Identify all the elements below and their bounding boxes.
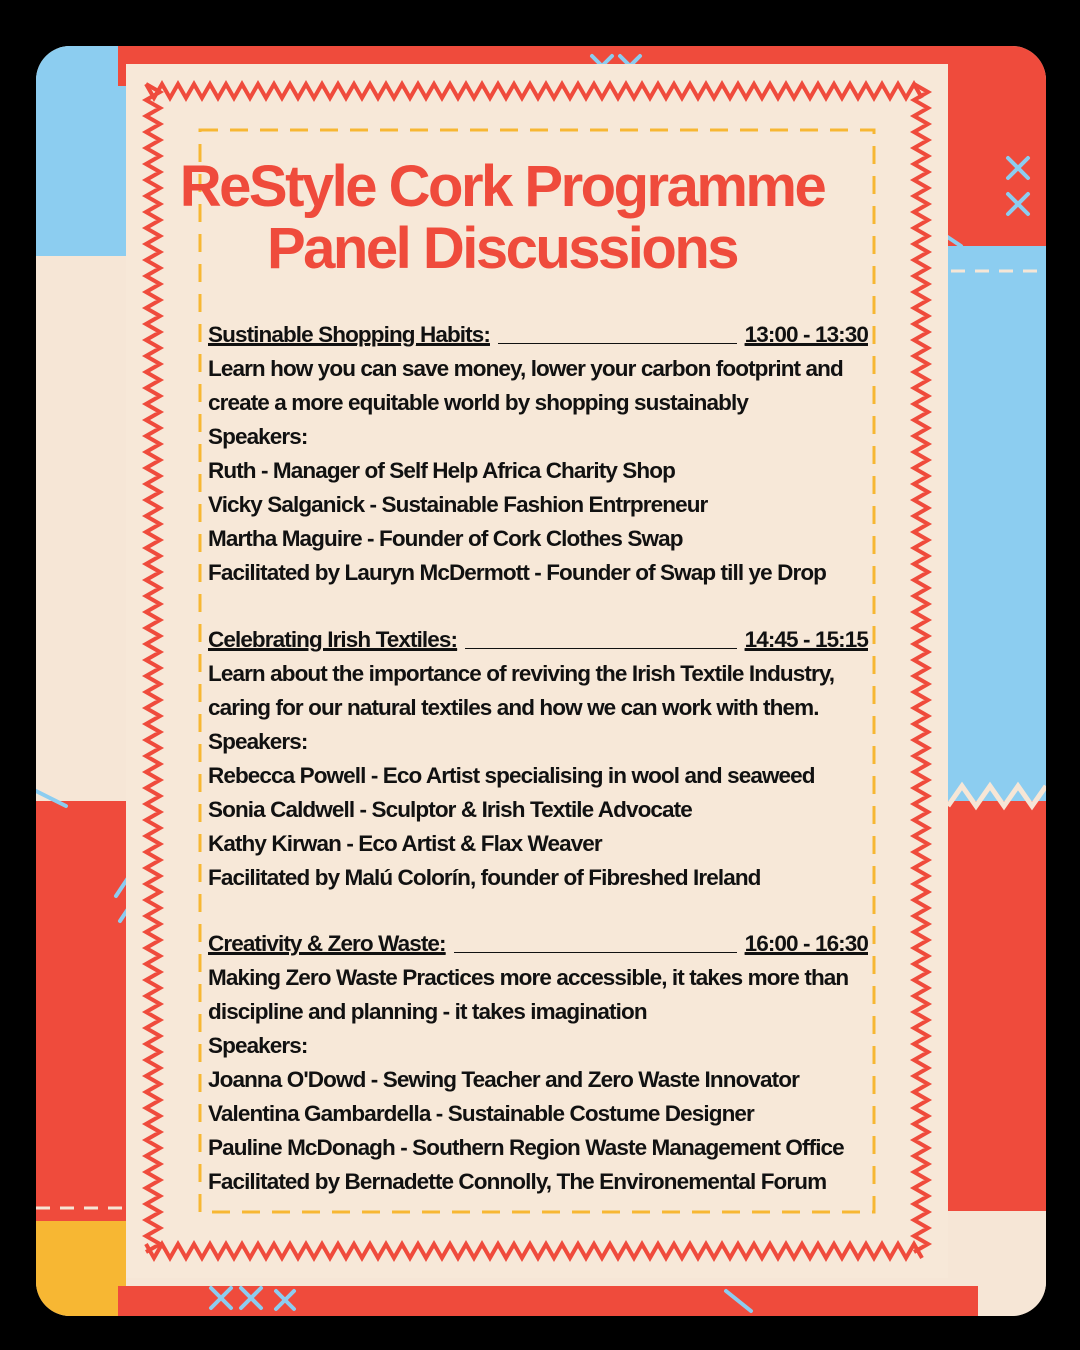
speaker: Valentina Gambardella - Sustainable Costume Designer: [208, 1101, 754, 1126]
speakers-label: Speakers:: [208, 424, 308, 449]
title-line-2: Panel Discussions: [266, 216, 738, 281]
speaker: Joanna O'Dowd - Sewing Teacher and Zero Waste Innovator: [208, 1067, 799, 1092]
speaker: Martha Maguire - Founder of Cork Clothes Swap: [208, 526, 683, 551]
session-heading: [208, 318, 868, 352]
session-1: [208, 318, 868, 590]
speaker: Ruth - Manager of Self Help Africa Charity Shop: [208, 458, 675, 483]
session-heading: [208, 927, 868, 961]
session-3: [208, 927, 868, 1199]
title-line-1: ReStyle Cork Programme: [179, 154, 825, 219]
session-description: create a more equitable world by shopping sustainably: [208, 390, 748, 415]
session-name: Celebrating Irish Textiles:: [208, 627, 458, 652]
session-description: Learn how you can save money, lower your carbon footprint and: [208, 356, 843, 381]
heading-rule: [465, 623, 737, 649]
heading-rule: [454, 927, 737, 953]
session-description: Making Zero Waste Practices more accessible, it takes more than: [208, 965, 849, 990]
session-heading: [208, 623, 868, 657]
facilitator: Facilitated by Lauryn McDermott - Founder of Swap till ye Drop: [208, 560, 827, 585]
speaker: Pauline McDonagh - Southern Region Waste Management Office: [208, 1135, 844, 1160]
speaker: Vicky Salganick - Sustainable Fashion Entrpreneur: [208, 492, 708, 517]
session-name: Sustinable Shopping Habits:: [208, 322, 490, 347]
session-time: 16:00 - 16:30: [744, 931, 868, 956]
session-description: discipline and planning - it takes imagination: [208, 999, 647, 1024]
speakers-label: Speakers:: [208, 729, 308, 754]
heading-rule: [498, 318, 737, 344]
session-time: 14:45 - 15:15: [744, 627, 868, 652]
speaker: Kathy Kirwan - Eco Artist & Flax Weaver: [208, 831, 602, 856]
speakers-label: Speakers:: [208, 1033, 308, 1058]
session-description: caring for our natural textiles and how we can work with them.: [208, 695, 819, 720]
speaker: Sonia Caldwell - Sculptor & Irish Textile Advocate: [208, 797, 692, 822]
session-name: Creativity & Zero Waste:: [208, 931, 446, 956]
speaker: Rebecca Powell - Eco Artist specialising in wool and seaweed: [208, 763, 815, 788]
facilitator: Facilitated by Malú Colorín, founder of Fibreshed Ireland: [208, 865, 761, 890]
session-2: [208, 623, 868, 895]
session-description: Learn about the importance of reviving the Irish Textile Industry,: [208, 661, 835, 686]
facilitator: Facilitated by Bernadette Connolly, The Environemental Forum: [208, 1169, 827, 1194]
session-time: 13:00 - 13:30: [744, 322, 868, 347]
title-block: [162, 156, 842, 280]
